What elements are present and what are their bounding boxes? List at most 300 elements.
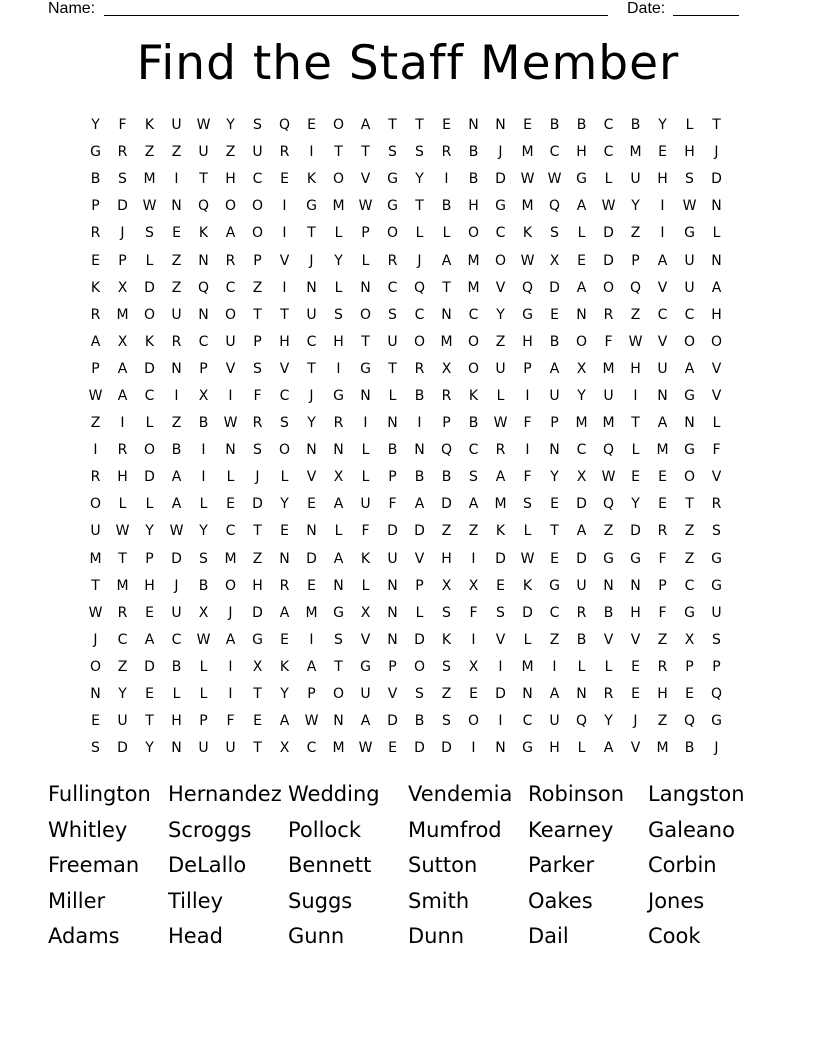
grid-letter: V	[630, 631, 641, 648]
grid-letter: K	[306, 171, 317, 188]
grid-letter: N	[333, 442, 344, 459]
grid-letter: I	[201, 469, 206, 486]
grid-letter: B	[549, 333, 560, 350]
grid-letter: Z	[171, 144, 182, 161]
grid-letter: M	[656, 442, 669, 459]
grid-letter: W	[88, 387, 103, 404]
grid-letter: L	[712, 415, 721, 432]
grid-letter: X	[576, 360, 587, 377]
grid-letter: N	[306, 523, 317, 540]
name-blank[interactable]	[104, 15, 608, 16]
grid-letter: U	[576, 577, 587, 594]
grid-letter: Q	[710, 686, 723, 703]
grid-letter: I	[228, 686, 233, 703]
name-label: Name:	[48, 0, 96, 17]
grid-letter: O	[710, 333, 723, 350]
grid-letter: W	[142, 198, 157, 215]
grid-letter: F	[658, 550, 667, 567]
grid-letter: A	[117, 360, 128, 377]
grid-letter: I	[660, 225, 665, 242]
grid-letter: C	[522, 713, 533, 730]
grid-letter: E	[226, 496, 235, 513]
grid-letter: M	[575, 415, 588, 432]
grid-letter: Y	[226, 117, 235, 134]
grid-letter: A	[225, 225, 236, 242]
grid-letter: U	[684, 279, 695, 296]
grid-letter: N	[684, 415, 695, 432]
grid-letter: P	[712, 658, 721, 675]
grid-letter: D	[414, 631, 425, 648]
grid-letter: E	[91, 252, 100, 269]
grid-letter: V	[306, 469, 317, 486]
grid-letter: J	[255, 469, 260, 486]
grid-letter: T	[442, 279, 451, 296]
grid-letter: Q	[278, 117, 291, 134]
grid-letter: O	[251, 225, 264, 242]
grid-letter: Y	[145, 523, 154, 540]
grid-letter: I	[309, 631, 314, 648]
grid-letter: D	[171, 550, 182, 567]
word-bank-item: Mumfrod	[408, 817, 502, 842]
grid-letter: G	[711, 713, 722, 730]
grid-letter: Z	[684, 550, 695, 567]
grid-letter: K	[144, 117, 155, 134]
grid-letter: L	[361, 469, 370, 486]
grid-letter: V	[225, 360, 236, 377]
grid-letter: G	[684, 442, 695, 459]
grid-letter: I	[525, 387, 530, 404]
grid-letter: B	[468, 144, 479, 161]
grid-row	[82, 275, 730, 302]
grid-letter: H	[630, 360, 641, 377]
grid-letter: I	[201, 442, 206, 459]
grid-letter: D	[603, 225, 614, 242]
grid-letter: A	[171, 496, 182, 513]
grid-letter: Z	[684, 523, 695, 540]
grid-letter: O	[683, 469, 696, 486]
grid-letter: O	[467, 360, 480, 377]
grid-letter: T	[253, 740, 262, 757]
grid-letter: E	[523, 117, 532, 134]
grid-letter: E	[91, 713, 100, 730]
grid-letter: L	[145, 415, 154, 432]
grid-letter: L	[685, 117, 694, 134]
grid-letter: N	[225, 442, 236, 459]
grid-letter: M	[602, 360, 615, 377]
grid-letter: P	[145, 550, 154, 567]
grid-letter: W	[304, 713, 319, 730]
letter-grid	[82, 112, 730, 762]
grid-letter: T	[307, 360, 316, 377]
grid-letter: V	[360, 631, 371, 648]
grid-letter: A	[684, 360, 695, 377]
grid-letter: D	[306, 550, 317, 567]
grid-letter: X	[468, 658, 479, 675]
grid-letter: G	[333, 604, 344, 621]
grid-letter: I	[471, 740, 476, 757]
grid-letter: I	[471, 550, 476, 567]
grid-letter: Y	[604, 713, 613, 730]
grid-letter: O	[89, 496, 102, 513]
word-bank-item: Sutton	[408, 853, 478, 878]
grid-letter: U	[90, 523, 101, 540]
grid-letter: Q	[521, 279, 534, 296]
grid-letter: L	[199, 686, 208, 703]
grid-letter: N	[576, 686, 587, 703]
grid-letter: Y	[631, 496, 640, 513]
grid-letter: B	[468, 415, 479, 432]
grid-letter: E	[550, 496, 559, 513]
grid-letter: X	[441, 360, 452, 377]
grid-letter: G	[387, 198, 398, 215]
word-bank-item: Suggs	[288, 888, 353, 913]
grid-letter: H	[171, 713, 182, 730]
word-bank-item: Bennett	[288, 853, 372, 878]
grid-letter: X	[117, 279, 128, 296]
grid-letter: X	[198, 387, 209, 404]
grid-letter: A	[90, 333, 101, 350]
grid-letter: S	[253, 117, 262, 134]
grid-letter: O	[278, 442, 291, 459]
grid-letter: U	[387, 333, 398, 350]
grid-letter: G	[711, 550, 722, 567]
grid-letter: F	[388, 496, 397, 513]
grid-letter: D	[576, 550, 587, 567]
grid-letter: O	[413, 658, 426, 675]
grid-letter: C	[684, 306, 695, 323]
grid-letter: T	[253, 686, 262, 703]
grid-letter: M	[521, 658, 534, 675]
grid-letter: X	[441, 577, 452, 594]
grid-letter: U	[198, 740, 209, 757]
grid-letter: D	[144, 658, 155, 675]
word-bank	[48, 778, 768, 956]
grid-letter: R	[711, 496, 722, 513]
grid-letter: J	[120, 225, 125, 242]
grid-letter: D	[144, 360, 155, 377]
grid-letter: S	[199, 550, 208, 567]
grid-row	[82, 329, 730, 356]
grid-letter: L	[415, 225, 424, 242]
grid-letter: C	[468, 306, 479, 323]
grid-letter: R	[495, 442, 506, 459]
grid-letter: S	[415, 144, 424, 161]
grid-letter: T	[253, 306, 262, 323]
grid-letter: E	[469, 686, 478, 703]
grid-letter: D	[495, 550, 506, 567]
grid-letter: U	[549, 713, 560, 730]
grid-letter: L	[631, 442, 640, 459]
grid-letter: Z	[657, 631, 668, 648]
grid-letter: H	[549, 740, 560, 757]
grid-letter: C	[549, 604, 560, 621]
grid-letter: N	[603, 577, 614, 594]
grid-letter: L	[226, 469, 235, 486]
grid-letter: X	[333, 469, 344, 486]
word-bank-item: Kearney	[528, 817, 614, 842]
grid-letter: V	[657, 279, 668, 296]
grid-letter: W	[628, 333, 643, 350]
grid-letter: G	[522, 306, 533, 323]
grid-letter: S	[496, 604, 505, 621]
grid-letter: K	[468, 387, 479, 404]
grid-letter: E	[280, 631, 289, 648]
grid-letter: Y	[415, 171, 424, 188]
grid-letter: M	[116, 577, 129, 594]
grid-letter: K	[522, 225, 533, 242]
grid-letter: B	[630, 117, 641, 134]
grid-letter: O	[683, 333, 696, 350]
grid-letter: H	[144, 577, 155, 594]
grid-letter: Z	[468, 523, 479, 540]
grid-letter: C	[279, 387, 290, 404]
grid-letter: J	[309, 387, 314, 404]
grid-letter: V	[387, 686, 398, 703]
grid-letter: R	[171, 333, 182, 350]
grid-letter: C	[603, 144, 614, 161]
grid-letter: M	[656, 740, 669, 757]
grid-row	[82, 654, 730, 681]
grid-letter: A	[360, 713, 371, 730]
grid-letter: D	[117, 198, 128, 215]
grid-letter: B	[414, 387, 425, 404]
grid-letter: I	[552, 658, 557, 675]
date-blank[interactable]	[673, 15, 739, 16]
grid-letter: O	[143, 306, 156, 323]
grid-letter: N	[441, 306, 452, 323]
grid-letter: D	[495, 171, 506, 188]
grid-letter: Z	[495, 333, 506, 350]
grid-letter: M	[521, 198, 534, 215]
grid-letter: L	[361, 252, 370, 269]
grid-letter: R	[441, 144, 452, 161]
grid-letter: E	[631, 686, 640, 703]
grid-letter: D	[117, 740, 128, 757]
grid-letter: T	[415, 198, 424, 215]
grid-letter: T	[631, 415, 640, 432]
grid-letter: I	[228, 387, 233, 404]
grid-row	[82, 491, 730, 518]
grid-letter: U	[630, 171, 641, 188]
grid-letter: L	[172, 686, 181, 703]
grid-letter: Q	[629, 279, 642, 296]
grid-letter: T	[361, 144, 370, 161]
grid-letter: Q	[683, 713, 696, 730]
grid-letter: K	[144, 333, 155, 350]
grid-letter: K	[495, 523, 506, 540]
grid-letter: V	[495, 631, 506, 648]
grid-letter: Y	[496, 306, 505, 323]
grid-letter: V	[657, 333, 668, 350]
grid-letter: M	[143, 171, 156, 188]
grid-letter: N	[387, 604, 398, 621]
word-bank-item: Jones	[648, 888, 705, 913]
grid-letter: O	[332, 686, 345, 703]
grid-letter: N	[333, 577, 344, 594]
grid-letter: W	[601, 198, 616, 215]
grid-row	[82, 546, 730, 573]
grid-row	[82, 220, 730, 247]
grid-letter: N	[522, 686, 533, 703]
grid-letter: M	[467, 279, 480, 296]
grid-letter: K	[441, 631, 452, 648]
grid-letter: I	[660, 198, 665, 215]
grid-letter: F	[604, 333, 613, 350]
grid-letter: S	[442, 713, 451, 730]
grid-letter: L	[523, 523, 532, 540]
grid-letter: D	[441, 740, 452, 757]
grid-letter: I	[228, 658, 233, 675]
grid-letter: T	[388, 117, 397, 134]
grid-letter: P	[658, 577, 667, 594]
grid-letter: J	[309, 252, 314, 269]
grid-letter: K	[522, 577, 533, 594]
word-bank-item: Cook	[648, 924, 701, 949]
grid-letter: Q	[440, 442, 453, 459]
grid-row	[82, 112, 730, 139]
grid-letter: V	[279, 252, 290, 269]
grid-letter: X	[549, 252, 560, 269]
grid-row	[82, 708, 730, 735]
grid-letter: R	[657, 658, 668, 675]
grid-letter: D	[603, 252, 614, 269]
grid-letter: O	[224, 306, 237, 323]
grid-letter: N	[360, 279, 371, 296]
grid-row	[82, 356, 730, 383]
grid-letter: T	[388, 360, 397, 377]
grid-row	[82, 302, 730, 329]
grid-letter: N	[279, 550, 290, 567]
grid-letter: Y	[550, 469, 559, 486]
grid-letter: A	[603, 740, 614, 757]
grid-row	[82, 681, 730, 708]
grid-letter: V	[414, 550, 425, 567]
grid-letter: N	[387, 577, 398, 594]
grid-letter: I	[282, 198, 287, 215]
grid-letter: L	[604, 171, 613, 188]
grid-letter: T	[145, 713, 154, 730]
grid-letter: D	[522, 604, 533, 621]
grid-letter: G	[495, 198, 506, 215]
grid-letter: E	[307, 496, 316, 513]
grid-letter: C	[468, 442, 479, 459]
grid-letter: Q	[575, 713, 588, 730]
grid-letter: J	[714, 740, 719, 757]
grid-letter: D	[144, 279, 155, 296]
grid-letter: Q	[548, 198, 561, 215]
grid-letter: F	[523, 415, 532, 432]
grid-letter: B	[198, 577, 209, 594]
grid-letter: A	[495, 469, 506, 486]
grid-letter: S	[334, 631, 343, 648]
grid-letter: A	[306, 658, 317, 675]
grid-letter: B	[414, 713, 425, 730]
grid-letter: P	[199, 713, 208, 730]
grid-letter: N	[414, 442, 425, 459]
grid-letter: Y	[145, 740, 154, 757]
grid-letter: V	[630, 740, 641, 757]
grid-letter: Z	[441, 523, 452, 540]
grid-letter: S	[712, 631, 721, 648]
grid-letter: B	[387, 442, 398, 459]
grid-letter: N	[90, 686, 101, 703]
grid-letter: S	[685, 171, 694, 188]
grid-letter: B	[441, 469, 452, 486]
grid-letter: U	[117, 713, 128, 730]
grid-letter: U	[549, 387, 560, 404]
grid-letter: C	[603, 117, 614, 134]
grid-letter: O	[332, 171, 345, 188]
grid-letter: T	[280, 306, 289, 323]
grid-letter: B	[171, 658, 182, 675]
grid-letter: Z	[603, 523, 614, 540]
grid-letter: F	[469, 604, 478, 621]
grid-letter: V	[279, 360, 290, 377]
grid-letter: K	[90, 279, 101, 296]
grid-letter: W	[196, 631, 211, 648]
grid-letter: L	[334, 523, 343, 540]
grid-letter: W	[520, 550, 535, 567]
grid-letter: G	[684, 604, 695, 621]
grid-letter: B	[198, 415, 209, 432]
word-bank-item: Pollock	[288, 817, 361, 842]
grid-letter: S	[712, 523, 721, 540]
word-bank-item: Dail	[528, 924, 569, 949]
grid-letter: G	[387, 171, 398, 188]
grid-letter: O	[359, 306, 372, 323]
grid-letter: V	[711, 387, 722, 404]
grid-letter: N	[576, 306, 587, 323]
word-bank-item: Robinson	[528, 782, 625, 806]
grid-letter: I	[120, 415, 125, 432]
grid-letter: E	[172, 225, 181, 242]
grid-letter: I	[174, 387, 179, 404]
grid-letter: S	[442, 658, 451, 675]
grid-letter: H	[117, 469, 128, 486]
grid-letter: S	[280, 415, 289, 432]
grid-letter: O	[224, 198, 237, 215]
grid-letter: R	[117, 604, 128, 621]
grid-letter: A	[549, 686, 560, 703]
grid-letter: Z	[225, 144, 236, 161]
grid-row	[82, 247, 730, 274]
grid-letter: T	[118, 550, 127, 567]
grid-letter: P	[415, 577, 424, 594]
grid-letter: P	[550, 415, 559, 432]
grid-letter: H	[657, 686, 668, 703]
grid-letter: S	[523, 496, 532, 513]
grid-letter: I	[174, 171, 179, 188]
grid-letter: E	[658, 144, 667, 161]
grid-letter: I	[93, 442, 98, 459]
word-bank-item: Oakes	[528, 888, 593, 913]
grid-letter: R	[225, 252, 236, 269]
grid-letter: W	[196, 117, 211, 134]
grid-letter: W	[493, 415, 508, 432]
grid-letter: I	[498, 713, 503, 730]
date-label: Date:	[627, 0, 666, 17]
grid-letter: M	[305, 604, 318, 621]
grid-letter: U	[360, 686, 371, 703]
grid-letter: N	[306, 442, 317, 459]
grid-letter: O	[467, 333, 480, 350]
grid-letter: D	[576, 496, 587, 513]
grid-letter: E	[550, 550, 559, 567]
grid-letter: B	[414, 469, 425, 486]
grid-letter: N	[495, 740, 506, 757]
grid-letter: P	[631, 252, 640, 269]
grid-letter: M	[89, 550, 102, 567]
